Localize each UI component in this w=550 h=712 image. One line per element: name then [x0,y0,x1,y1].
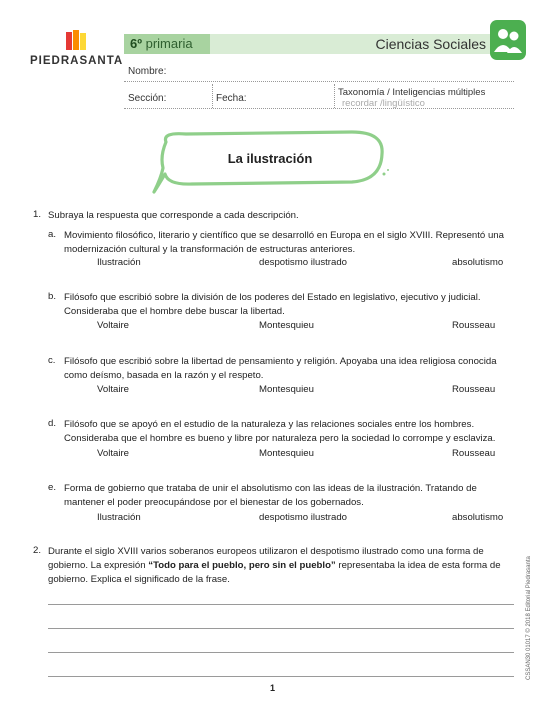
item-d-option-1[interactable]: Voltaire [97,448,129,459]
brand-name: PIEDRASANTA [30,55,124,67]
item-e-option-1[interactable]: Ilustración [97,512,141,523]
answer-line-2[interactable] [48,628,514,629]
item-b-option-1[interactable]: Voltaire [97,320,129,331]
item-b-option-2[interactable]: Montesquieu [259,320,314,331]
item-b-option-3[interactable]: Rousseau [452,320,496,331]
item-e-option-2[interactable]: despotismo ilustrado [259,512,347,523]
item-a-letter: a. [48,229,57,240]
item-c-option-2[interactable]: Montesquieu [259,384,314,395]
item-e-option-3[interactable]: absolutismo [452,512,504,523]
item-c-letter: c. [48,355,56,366]
item-d-letter: d. [48,418,57,429]
grade-number: 6º [130,36,142,51]
item-a-option-3[interactable]: absolutismo [452,257,504,268]
question-2-text [48,545,514,587]
worksheet-title: La ilustración [227,151,313,166]
page-number: 1 [270,683,276,693]
item-d-option-3[interactable]: Rousseau [452,448,496,459]
group-people-icon [490,20,526,60]
item-c-option-1[interactable]: Voltaire [97,384,129,395]
grade-banner [124,34,210,54]
subject-banner [210,34,494,54]
section-label: Sección: [128,93,167,104]
item-b-text: Filósofo que escribió sobre la división de los poderes del Estado en legislativo, ejecutivo y judicial. Consideraba que el hombre debe buscar la libertad. [64,292,481,317]
name-label: Nombre: [128,66,167,77]
subject-title: Ciencias Sociales [375,36,486,52]
item-e-letter: e. [48,482,57,493]
item-a-text: Movimiento filosófico, literario y científico que se desarrolló en Europa en el siglo XVIII. Representó una modernización cultural y la transformación de estructuras anteriores. [64,230,504,255]
question-2-number: 2. [33,545,42,556]
question-2-instruction: representaba la idea de esta forma de gobierno. Explica el significado de la frase. [48,560,501,585]
field-divider [334,84,335,108]
taxonomy-label: Taxonomía / Inteligencias múltiples [338,87,486,98]
answer-line-4[interactable] [48,676,514,677]
item-c-text: Filósofo que escribió sobre la libertad de pensamiento y religión. Apoyaba una idea religiosa conocida como deísmo, basada en la razón y el respeto. [64,356,497,381]
question-2-intro: Durante el siglo XVIII varios soberanos europeos utilizaron el despotismo ilustrado como una forma de gobierno. La expresión [48,546,484,571]
grade-level: primaria [145,36,193,51]
item-b-letter: b. [48,291,57,302]
book-logo-icon [64,30,88,52]
field-divider [212,84,213,108]
answer-line-1[interactable] [48,604,514,605]
item-d-text: Filósofo que se apoyó en el estudio de la naturaleza y las relaciones sociales entre los hombres. Consideraba que el hombre es bueno y libre por naturaleza pero la sociedad lo corrompe y esclaviza. [64,419,496,444]
copyright-code: CSSAN30 01017 © 2018 Editorial Piedrasanta [526,556,532,680]
piedrasanta-logo [30,28,122,68]
answer-line-3[interactable] [48,652,514,653]
name-field[interactable] [124,60,514,82]
item-e-text: Forma de gobierno que trataba de unir el absolutismo con las ideas de la ilustración. Tratando de mantener el poder preocupándose por el bienestar de los gobernados. [64,483,477,508]
item-d-option-2[interactable]: Montesquieu [259,448,314,459]
item-a-option-1[interactable]: Ilustración [97,257,141,268]
item-c-option-3[interactable]: Rousseau [452,384,496,395]
item-a-option-2[interactable]: despotismo ilustrado [259,257,347,268]
question-2-quote: “Todo para el pueblo, pero sin el pueblo” [148,560,336,571]
date-label: Fecha: [216,93,247,104]
question-1-prompt: Subraya la respuesta que corresponde a cada descripción. [48,210,299,221]
taxonomy-level: recordar /lingüístico [342,98,425,109]
question-1-number: 1. [33,209,42,220]
